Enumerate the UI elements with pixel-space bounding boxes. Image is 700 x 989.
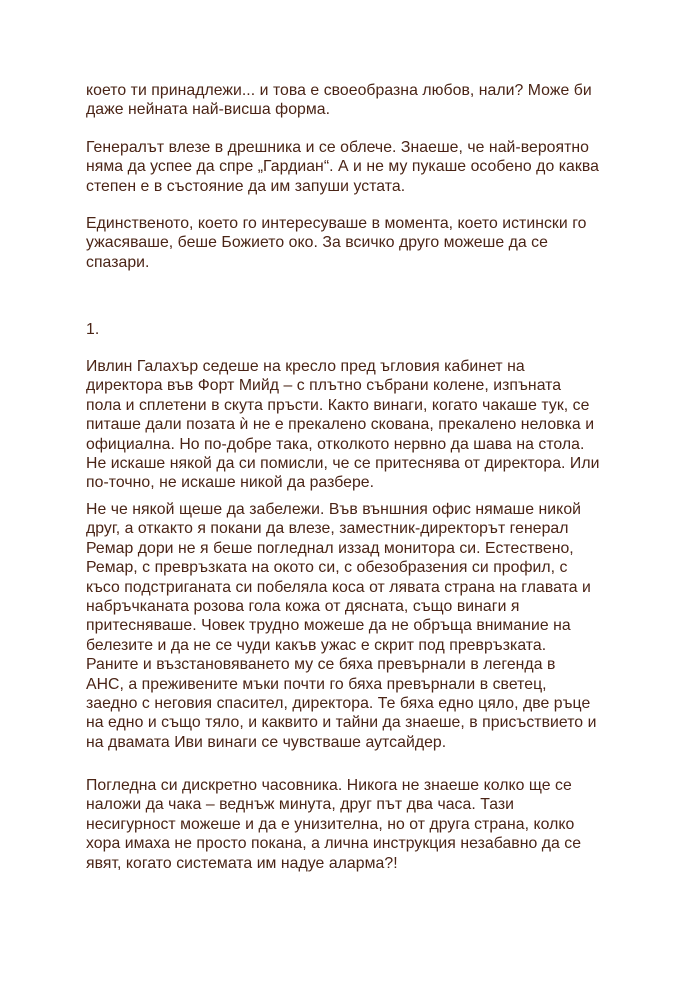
text-line: хора имаха не просто покана, а лична инструкция незабавно да се: [86, 835, 582, 853]
text-line: ужасяваше, беше Божието око. За всичко друго можеше да се: [86, 234, 548, 252]
text-line: друг, а откакто я покани да влезе, заместник-директорът генерал: [86, 520, 569, 538]
paragraph-5: [86, 357, 646, 493]
chapter-number: 1.: [86, 321, 100, 338]
paragraph-1: [86, 81, 646, 120]
paragraph-6: [86, 500, 646, 752]
text-line: Не че някой щеше да забележи. Във външния офис нямаше никой: [86, 501, 582, 518]
text-line: което ти принадлежи... и това е своеобразна любов, нали? Може би: [86, 82, 592, 99]
paragraph-3: [86, 214, 646, 272]
chapter-heading: [86, 320, 646, 339]
text-line: късо подстриганата си побеляла коса от лявата страна на главата и: [86, 578, 591, 596]
text-line: на двамата Иви винаги се чувстваше аутсайдер.: [86, 733, 447, 751]
text-line: питаше дали позата ѝ не е прекалено скована, прекалено неловка и: [86, 416, 595, 434]
text-line: Генералът влезе в дрешника и се облече. Знаеше, че най-вероятно: [86, 139, 589, 156]
text-line: наложи да чака – веднъж минута, друг път два часа. Тази: [86, 796, 515, 814]
paragraph-2: [86, 138, 646, 196]
text-line: белезите и да не се чуди какъв ужас е скрит под превръзката.: [86, 636, 547, 654]
text-line: Ивлин Галахър седеше на кресло пред ъгловия кабинет на: [86, 358, 525, 375]
text-line: Единственото, което го интересуваше в момента, което истински го: [86, 215, 587, 232]
text-line: по-точно, не искаше никой да разбере.: [86, 474, 375, 492]
text-line: Погледна си дискретно часовника. Никога не знаеше колко ще се: [86, 777, 572, 794]
text-line: набръчканата розова гола кожа от дясната, също винаги я: [86, 598, 520, 616]
text-line: притесняваше. Човек трудно можеше да не обръща внимание на: [86, 617, 571, 635]
text-line: на едно и също тяло, и каквито и тайни да знаеше, в присъствието и: [86, 714, 597, 732]
paragraph-7: [86, 776, 646, 873]
text-line: АНС, а преживените мъки почти го бяха превърнали в светец,: [86, 675, 547, 693]
text-line: степен е в състояние да им запуши устата.: [86, 177, 406, 195]
text-line: даже нейната най-висша форма.: [86, 101, 331, 119]
text-line: явят, когато системата им надуе аларма?!: [86, 854, 398, 872]
text-line: няма да успее да спре „Гардиан“. А и не му пукаше особено до каква: [86, 158, 599, 176]
text-line: Не искаше някой да си помисли, че се притеснява от директора. Или: [86, 455, 600, 473]
text-line: несигурност можеше и да е унизителна, но от друга страна, колко: [86, 815, 575, 833]
text-line: пола и сплетени в скута пръсти. Както винаги, когато чакаше тук, се: [86, 396, 590, 414]
text-line: Ремар, с превръзката на окото си, с обезобразения си профил, с: [86, 559, 568, 577]
text-line: директора във Форт Мийд – с плътно събрани колене, изпъната: [86, 377, 562, 395]
text-line: Раните и възстановяването му се бяха превърнали в легенда в: [86, 656, 556, 674]
text-line: официална. Но по-добре така, отколкото нервно да шава на стола.: [86, 435, 585, 453]
text-line: спазари.: [86, 253, 150, 271]
text-line: Ремар дори не я беше погледнал иззад монитора си. Естествено,: [86, 539, 574, 557]
text-line: заедно с неговия спасител, директора. Те бяха едно цяло, две ръце: [86, 695, 591, 713]
